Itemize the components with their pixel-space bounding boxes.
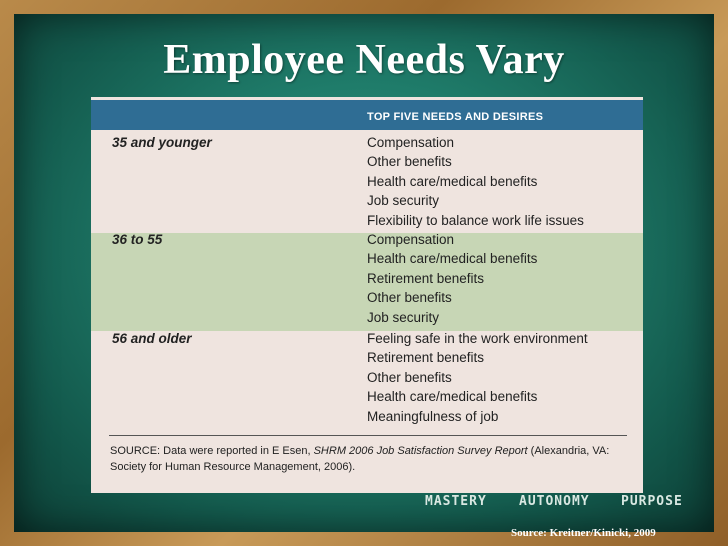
need-item: Flexibility to balance work life issues	[367, 213, 584, 228]
needs-table	[91, 97, 643, 493]
need-item: Retirement benefits	[367, 271, 485, 286]
table-header	[91, 100, 643, 130]
table-header-label: TOP FIVE NEEDS AND DESIRES	[367, 111, 544, 123]
need-item: Job security	[367, 310, 440, 325]
need-item: Compensation	[367, 232, 455, 247]
need-item: Meaningfulness of job	[367, 409, 499, 424]
need-item: Health care/medical benefits	[367, 389, 538, 404]
age-group-label: 56 and older	[112, 331, 192, 346]
age-group-row	[91, 133, 643, 229]
source-suffix: (Alexandria, VA: Society for Human Resource Management, 2006).	[110, 445, 610, 473]
slide-credit: Source: Kreitner/Kinicki, 2009	[511, 527, 656, 539]
age-group-label: 36 to 55	[112, 232, 163, 247]
source-report-title: SHRM 2006 Job Satisfaction Survey Report	[313, 445, 528, 457]
age-group-row	[91, 233, 643, 331]
mastery-word: MASTERY	[425, 494, 487, 509]
purpose-word: PURPOSE	[621, 494, 683, 509]
slide-title: Employee Needs Vary	[163, 37, 565, 83]
autonomy-word: AUTONOMY	[519, 494, 590, 509]
age-group-label: 35 and younger	[112, 135, 212, 150]
need-item: Other benefits	[367, 290, 452, 305]
need-item: Health care/medical benefits	[367, 251, 538, 266]
need-item: Health care/medical benefits	[367, 174, 538, 189]
source-divider	[109, 435, 627, 436]
source-prefix: SOURCE: Data were reported in E Esen,	[110, 445, 314, 457]
source-note	[110, 443, 630, 475]
need-item: Feeling safe in the work environment	[367, 331, 588, 346]
need-item: Retirement benefits	[367, 350, 485, 365]
need-item: Compensation	[367, 135, 455, 150]
age-group-row	[91, 331, 643, 429]
need-item: Job security	[367, 193, 440, 208]
need-item: Other benefits	[367, 154, 452, 169]
need-item: Other benefits	[367, 370, 452, 385]
